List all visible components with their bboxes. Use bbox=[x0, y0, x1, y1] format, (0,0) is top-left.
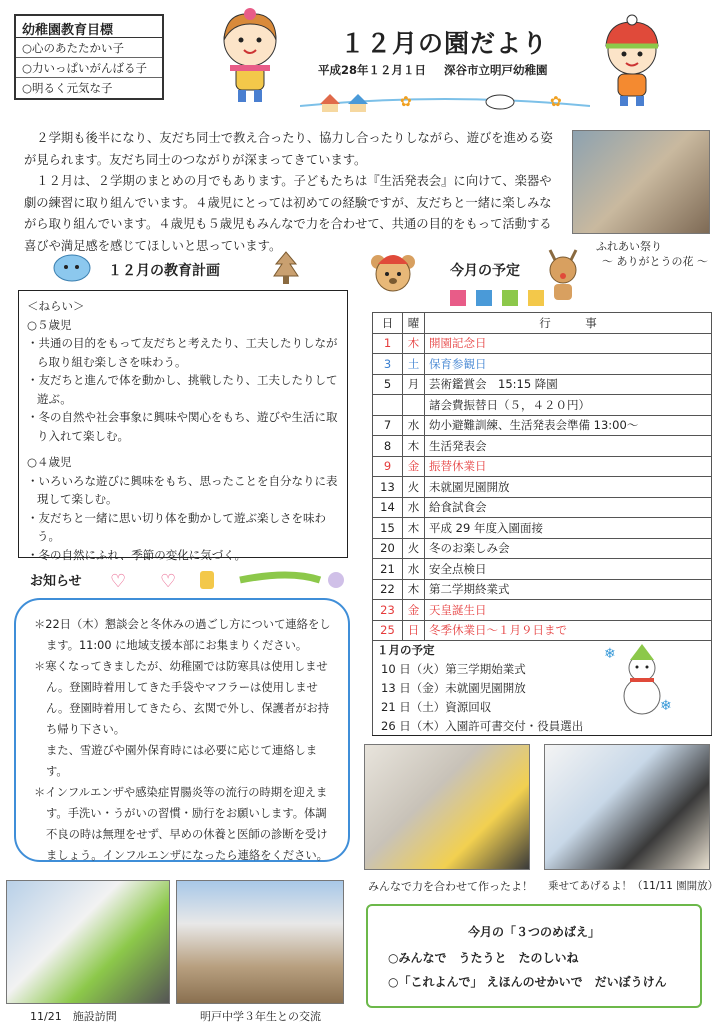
schedule-weekday: 金 bbox=[403, 600, 425, 621]
schedule-row bbox=[373, 620, 712, 641]
newsletter-title: １２月の園だより bbox=[340, 29, 549, 58]
schedule-event: 冬のお楽しみ会 bbox=[425, 538, 712, 559]
intro-paragraph: ２学期も後半になり、友だち同士で教え合ったり、協力し合ったりしながら、遊びを進める姿が見られます。友だち同士のつながりが深まってきています。 bbox=[24, 131, 553, 167]
schedule-event: 芸術鑑賞会 15:15 降園 bbox=[425, 374, 712, 395]
schedule-day: 13 bbox=[373, 477, 403, 498]
schedule-row bbox=[373, 559, 712, 580]
schedule-row bbox=[373, 415, 712, 436]
festival-caption: ふれあい祭り bbox=[596, 240, 662, 253]
schedule-day: 20 bbox=[373, 538, 403, 559]
plan-item: ・冬の自然にふれ、季節の変化に気づく。 bbox=[27, 547, 246, 562]
junior-high-exchange-photo bbox=[176, 880, 344, 1004]
schedule-weekday: 水 bbox=[403, 497, 425, 518]
schedule-event: 給食試食会 bbox=[425, 497, 712, 518]
schedule-row bbox=[373, 538, 712, 559]
newsletter-subtitle bbox=[318, 62, 566, 78]
schedule-row bbox=[373, 477, 712, 498]
schedule-day: 15 bbox=[373, 518, 403, 539]
cloud-character-icon bbox=[52, 250, 92, 284]
january-title: １月の予定 bbox=[373, 641, 712, 660]
reindeer-icon bbox=[540, 246, 586, 304]
schedule-weekday: 日 bbox=[403, 620, 425, 641]
schedule-day: 25 bbox=[373, 620, 403, 641]
schedule-row bbox=[373, 456, 712, 477]
january-event: 21 日（土）資源回収 bbox=[373, 698, 712, 717]
schedule-event: 幼小避難訓練、生活発表会準備 13:00～ bbox=[425, 415, 712, 436]
festival-photo bbox=[572, 130, 710, 234]
photo-caption: 乗せてあげるよ！（11/11 園開放） bbox=[548, 880, 719, 892]
schedule-event: 冬季休業日～１月９日まで bbox=[425, 620, 712, 641]
schedule-row bbox=[373, 395, 712, 416]
goals-title: 幼稚園教育目標 bbox=[16, 16, 162, 38]
schedule-weekday: 水 bbox=[403, 415, 425, 436]
plan-item: ・冬の自然や社会事象に興味や関心をもち、遊びや生活に取り入れて楽しむ。 bbox=[27, 410, 338, 443]
schedule-day: 1 bbox=[373, 333, 403, 354]
schedule-event: 未就園児園開放 bbox=[425, 477, 712, 498]
schedule-title: 今月の予定 bbox=[450, 263, 520, 279]
schedule-event: 第二学期終業式 bbox=[425, 579, 712, 600]
january-event: 13 日（金）未就園児園開放 bbox=[373, 679, 712, 698]
notice-item: ＊22日（木）懇談会と冬休みの過ごし方について連絡をします。11:00 に地域支援本部にお集まりください。 bbox=[34, 618, 331, 652]
girl-illustration-icon bbox=[200, 6, 310, 106]
schedule-weekday: 木 bbox=[403, 436, 425, 457]
schedule-event: 開園記念日 bbox=[425, 333, 712, 354]
schedule-event: 平成 29 年度入園面接 bbox=[425, 518, 712, 539]
schedule-header-row bbox=[373, 313, 712, 334]
schedule-weekday: 金 bbox=[403, 456, 425, 477]
schedule-day: 5 bbox=[373, 374, 403, 395]
schedule-day bbox=[373, 395, 403, 416]
bear-santa-icon bbox=[364, 246, 430, 304]
plan-aim: ＜ねらい＞ bbox=[27, 299, 85, 313]
schedule-event: 天皇誕生日 bbox=[425, 600, 712, 621]
schedule-day: 7 bbox=[373, 415, 403, 436]
photo-caption: 明戸中学３年生との交流 bbox=[200, 1010, 321, 1023]
intro-text bbox=[24, 128, 554, 257]
schedule-day: 9 bbox=[373, 456, 403, 477]
winter-items-icon bbox=[110, 565, 350, 595]
schedule-row bbox=[373, 600, 712, 621]
schedule-event: 保育参観日 bbox=[425, 354, 712, 375]
tree-character-icon bbox=[268, 248, 304, 286]
schedule-event: 安全点検日 bbox=[425, 559, 712, 580]
schedule-weekday: 火 bbox=[403, 477, 425, 498]
schedule-day: 3 bbox=[373, 354, 403, 375]
plan-item: ・友だちと進んで体を動かし、挑戦したり、工夫したりして遊ぶ。 bbox=[27, 373, 338, 406]
facility-visit-photo bbox=[6, 880, 170, 1004]
schedule-row bbox=[373, 518, 712, 539]
january-event: 10 日（火）第三学期始業式 bbox=[373, 660, 712, 679]
plan-age4-heading: ○４歳児 bbox=[27, 455, 72, 469]
photo-caption: 11/21 施設訪問 bbox=[30, 1010, 117, 1023]
plan-age5-heading: ○５歳児 bbox=[27, 317, 72, 332]
ride-photo bbox=[544, 744, 710, 870]
schedule-event: 生活発表会 bbox=[425, 436, 712, 457]
svg-text:❄: ❄ bbox=[660, 698, 672, 714]
svg-text:♡: ♡ bbox=[110, 571, 127, 592]
schedule-row bbox=[373, 579, 712, 600]
svg-text:✿: ✿ bbox=[550, 94, 562, 110]
plan-title: １２月の教育計画 bbox=[108, 263, 220, 279]
education-plan-box bbox=[18, 290, 348, 562]
plan-item: ・友だちと一緒に思い切り体を動かして遊ぶ楽しさを味わう。 bbox=[27, 510, 326, 543]
notice-item: また、雪遊びや園外保育時には必要に応じて連絡します。 bbox=[46, 744, 318, 778]
schedule-day: 23 bbox=[373, 600, 403, 621]
schedule-weekday: 木 bbox=[403, 579, 425, 600]
notice-title: お知らせ bbox=[30, 574, 82, 589]
notice-box bbox=[14, 598, 350, 862]
winter-border-icon bbox=[300, 84, 590, 112]
goal-item: ○力いっぱいがんばる子 bbox=[16, 58, 162, 78]
three-sprouts-box bbox=[366, 904, 702, 1008]
header-event: 行 事 bbox=[425, 313, 712, 334]
header-day: 日 bbox=[373, 313, 403, 334]
schedule-day: 22 bbox=[373, 579, 403, 600]
goal-item: ○心のあたたかい子 bbox=[16, 38, 162, 58]
school-goals-box bbox=[14, 14, 164, 100]
schedule-row bbox=[373, 374, 712, 395]
photo-caption: みんなで力を合わせて作ったよ！ bbox=[368, 880, 533, 893]
tiger-craft-photo bbox=[364, 744, 530, 870]
plan-item: ・共通の目的をもって友だちと考えたり、工夫したりしながら取り組む楽しさを味わう。 bbox=[27, 336, 338, 369]
january-event: 26 日（木）入園許可書交付・役員選出 bbox=[373, 717, 712, 736]
schedule-day: 14 bbox=[373, 497, 403, 518]
schedule-day: 8 bbox=[373, 436, 403, 457]
schedule-weekday: 火 bbox=[403, 538, 425, 559]
sprouts-item: ○みんなで うたうと たのしいね bbox=[388, 951, 579, 965]
festival-subcaption: ～ ありがとうの花 ～ bbox=[602, 255, 708, 268]
schedule-day: 21 bbox=[373, 559, 403, 580]
schedule-weekday bbox=[403, 395, 425, 416]
sprouts-title: 今月の「３つのめばえ」 bbox=[467, 925, 600, 939]
plan-item: ・いろいろな遊びに興味をもち、思ったことを自分なりに表現して楽しむ。 bbox=[27, 473, 338, 506]
boy-illustration-icon bbox=[584, 14, 684, 109]
schedule-event: 振替休業日 bbox=[425, 456, 712, 477]
school-name: 深谷市立明戸幼稚園 bbox=[444, 63, 548, 77]
schedule-weekday: 月 bbox=[403, 374, 425, 395]
schedule-weekday: 水 bbox=[403, 559, 425, 580]
issue-date: 平成28年１２月１日 bbox=[318, 63, 427, 77]
svg-text:❄: ❄ bbox=[604, 646, 616, 662]
schedule-row bbox=[373, 436, 712, 457]
sprouts-item: ○「これよんで」 えほんのせかいで だいぼうけん bbox=[388, 975, 667, 989]
schedule-event: 諸会費振替日（５，４２０円） bbox=[425, 395, 712, 416]
goal-item: ○明るく元気な子 bbox=[22, 81, 113, 95]
schedule-row bbox=[373, 497, 712, 518]
notice-item: ＊インフルエンザや感染症胃腸炎等の流行の時期を迎えます。手洗い・うがいの習慣・励行をお願いします。体調不良の時は無理をせず、早めの休養と医師の診断を受けましょう。インフルエンザになったら連絡をください。 bbox=[34, 786, 328, 862]
schedule-weekday: 土 bbox=[403, 354, 425, 375]
intro-paragraph: １２月は、２学期のまとめの月でもあります。子どもたちは『生活発表会』に向けて、楽器や劇の練習に取り組んでいます。４歳児にとっては初めての経験ですが、友だちと一緒に楽しみながら取り組んでいます。４歳児も５歳児もみんなで力を合わせて、共通の目的をもって活動する喜びや満足感を感じてほしいと思っています。 bbox=[24, 174, 552, 253]
schedule-weekday: 木 bbox=[403, 518, 425, 539]
schedule-weekday: 木 bbox=[403, 333, 425, 354]
schedule-row bbox=[373, 354, 712, 375]
notice-item: ＊寒くなってきましたが、幼稚園では防寒具は使用しません。登園時着用してきた手袋やマフラーは使用しません。登園時着用してきたら、玄関で外し、保護者がお持ち帰り下さい。 bbox=[34, 660, 330, 736]
svg-text:✿: ✿ bbox=[400, 94, 412, 110]
schedule-row bbox=[373, 333, 712, 354]
svg-text:♡: ♡ bbox=[160, 571, 177, 592]
snowman-icon bbox=[604, 640, 678, 720]
header-weekday: 曜 bbox=[403, 313, 425, 334]
